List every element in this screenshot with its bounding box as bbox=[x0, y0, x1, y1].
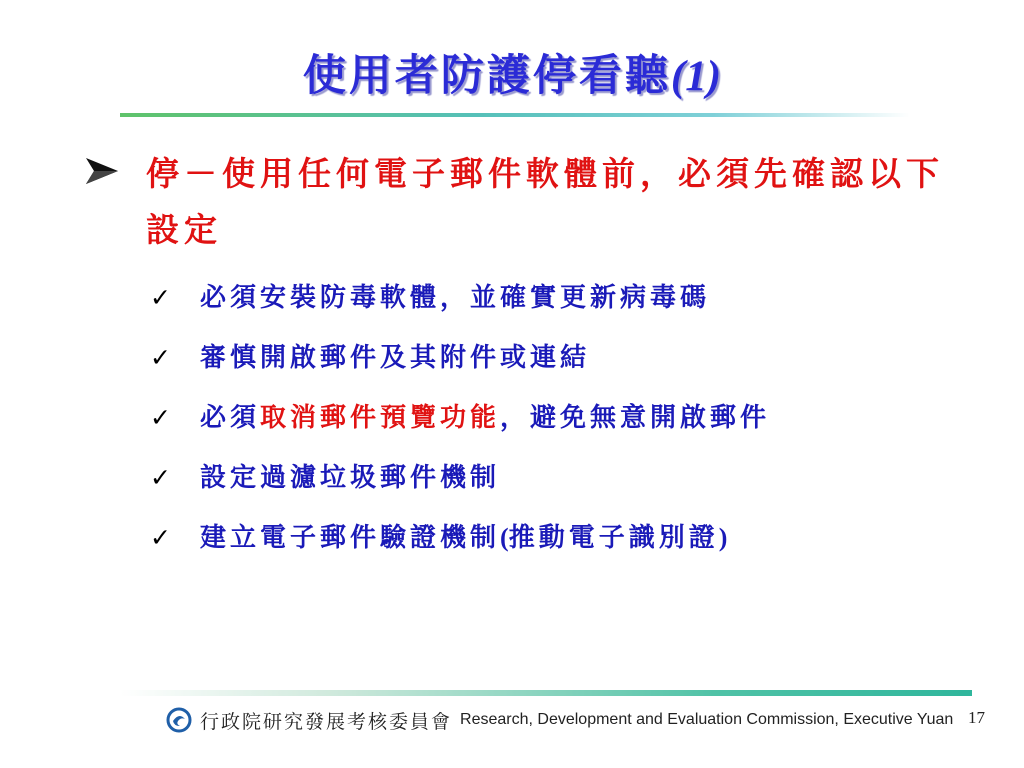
checklist bbox=[150, 274, 950, 574]
org-name-chinese: 行政院研究發展考核委員會 bbox=[200, 710, 453, 733]
arrow-bullet-icon bbox=[84, 156, 120, 186]
checkmark-icon: ✓ bbox=[150, 283, 171, 312]
title-text: 使用者防護停看聽 bbox=[302, 51, 671, 101]
main-point-text: 停－使用任何電子郵件軟體前，必須先確認以下設定 bbox=[146, 154, 944, 249]
list-item bbox=[150, 394, 950, 442]
title-underline bbox=[120, 113, 910, 117]
main-bullet bbox=[84, 146, 944, 258]
list-item-text: 審慎開啟郵件及其附件或連結 bbox=[200, 343, 591, 373]
footer bbox=[166, 705, 953, 735]
list-item-text: 設定過濾垃圾郵件機制 bbox=[200, 463, 501, 493]
list-item bbox=[150, 454, 950, 502]
list-item-text bbox=[200, 514, 920, 562]
slide-title bbox=[0, 42, 1024, 103]
checkmark-icon: ✓ bbox=[150, 403, 171, 432]
item-suffix: ，避免無意開啟郵件 bbox=[500, 403, 771, 433]
item-highlight: 取消郵件預覽功能 bbox=[260, 403, 501, 433]
title-suffix: (1) bbox=[670, 53, 722, 100]
list-item bbox=[150, 514, 950, 562]
org-name-english: Research, Development and Evaluation Commission, Executive Yuan bbox=[460, 711, 954, 728]
item-paren-text: 推動電子識別證 bbox=[508, 523, 719, 553]
checkmark-icon: ✓ bbox=[150, 523, 171, 552]
footer-rule bbox=[120, 690, 972, 696]
list-item-text: 必須安裝防毒軟體，並確實更新病毒碼 bbox=[200, 283, 711, 313]
checkmark-icon: ✓ bbox=[150, 463, 171, 492]
item-prefix: 必須 bbox=[200, 403, 261, 433]
list-item-text bbox=[200, 394, 920, 442]
item-main: 建立電子郵件驗證機制 bbox=[200, 523, 501, 553]
list-item bbox=[150, 334, 950, 382]
paren-close: ) bbox=[718, 523, 728, 552]
page-number: 17 bbox=[968, 708, 985, 727]
checkmark-icon: ✓ bbox=[150, 343, 171, 372]
paren-open: ( bbox=[500, 523, 509, 552]
list-item bbox=[150, 274, 950, 322]
commission-logo-icon bbox=[166, 707, 192, 733]
